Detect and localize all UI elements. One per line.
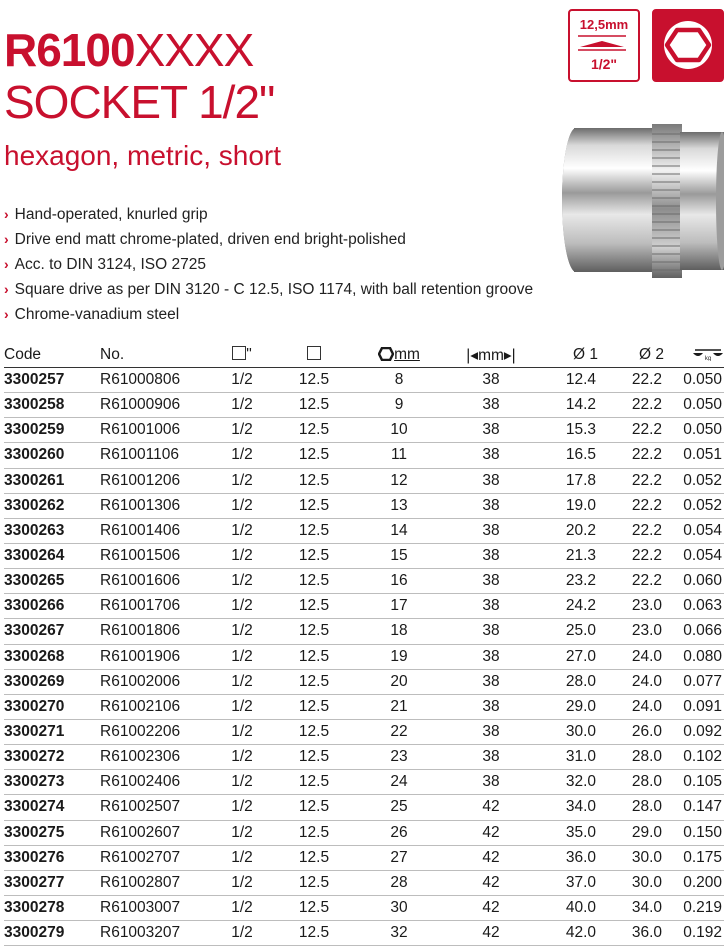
cell-drive-inch: 1/2 (208, 594, 276, 619)
cell-hex-size: 27 (352, 845, 446, 870)
product-code-title (4, 26, 253, 74)
cell-weight: 0.147 (664, 795, 724, 820)
hexagon-size-icon (378, 347, 394, 361)
cell-no: R61002106 (100, 694, 208, 719)
cell-no: R61001906 (100, 644, 208, 669)
cell-length: 38 (446, 393, 536, 418)
cell-diameter-2: 22.2 (598, 418, 664, 443)
chevron-right-icon: › (4, 256, 9, 272)
cell-drive-inch: 1/2 (208, 795, 276, 820)
hexagon-profile-badge (652, 9, 724, 82)
square-drive-icon (232, 346, 246, 360)
cell-diameter-2: 30.0 (598, 845, 664, 870)
cell-drive-mm: 12.5 (276, 719, 352, 744)
cell-no: R61002206 (100, 719, 208, 744)
cell-length: 38 (446, 493, 536, 518)
cell-code: 3300268 (4, 644, 100, 669)
cell-weight: 0.192 (664, 921, 724, 946)
cell-length: 38 (446, 594, 536, 619)
cell-drive-inch: 1/2 (208, 820, 276, 845)
cell-drive-mm: 12.5 (276, 820, 352, 845)
table-row (4, 795, 724, 820)
cell-hex-size: 8 (352, 368, 446, 393)
cell-diameter-2: 28.0 (598, 770, 664, 795)
cell-code: 3300269 (4, 669, 100, 694)
chevron-right-icon: › (4, 206, 9, 222)
cell-code: 3300272 (4, 745, 100, 770)
cell-weight: 0.102 (664, 745, 724, 770)
cell-drive-inch: 1/2 (208, 694, 276, 719)
cell-length: 38 (446, 694, 536, 719)
cell-no: R61001006 (100, 418, 208, 443)
cell-drive-mm: 12.5 (276, 870, 352, 895)
cell-drive-inch: 1/2 (208, 468, 276, 493)
cell-weight: 0.200 (664, 870, 724, 895)
cell-no: R61001506 (100, 543, 208, 568)
cell-no: R61002607 (100, 820, 208, 845)
cell-drive-mm: 12.5 (276, 368, 352, 393)
cell-drive-mm: 12.5 (276, 518, 352, 543)
cell-hex-size: 20 (352, 669, 446, 694)
cell-length: 38 (446, 745, 536, 770)
cell-drive-mm: 12.5 (276, 493, 352, 518)
cell-diameter-1: 36.0 (536, 845, 598, 870)
header-hex-size: mm (352, 343, 446, 368)
cell-no: R61002507 (100, 795, 208, 820)
cell-drive-mm: 12.5 (276, 443, 352, 468)
cell-no: R61001206 (100, 468, 208, 493)
header-no: No. (100, 343, 208, 368)
cell-code: 3300274 (4, 795, 100, 820)
cell-weight: 0.052 (664, 493, 724, 518)
cell-diameter-1: 32.0 (536, 770, 598, 795)
cell-drive-inch: 1/2 (208, 895, 276, 920)
cell-code: 3300261 (4, 468, 100, 493)
cell-diameter-2: 24.0 (598, 694, 664, 719)
cell-length: 38 (446, 644, 536, 669)
cell-hex-size: 14 (352, 518, 446, 543)
drive-size-badge (568, 9, 640, 82)
cell-drive-mm: 12.5 (276, 569, 352, 594)
chevron-right-icon: › (4, 231, 9, 247)
product-subtitle: SOCKET 1/2" (4, 76, 275, 128)
cell-weight: 0.063 (664, 594, 724, 619)
cell-drive-mm: 12.5 (276, 770, 352, 795)
cell-drive-inch: 1/2 (208, 870, 276, 895)
cell-diameter-1: 31.0 (536, 745, 598, 770)
table-row (4, 644, 724, 669)
cell-diameter-2: 34.0 (598, 895, 664, 920)
cell-code: 3300263 (4, 518, 100, 543)
cell-diameter-2: 23.0 (598, 619, 664, 644)
length-right-icon: ▸| (503, 346, 516, 364)
table-header-row (4, 343, 724, 368)
header-length: |◂mm▸| (446, 343, 536, 368)
cell-drive-inch: 1/2 (208, 543, 276, 568)
cell-code: 3300278 (4, 895, 100, 920)
cell-weight: 0.091 (664, 694, 724, 719)
cell-length: 38 (446, 719, 536, 744)
cell-hex-size: 19 (352, 644, 446, 669)
feature-item: › Acc. to DIN 3124, ISO 2725 (4, 256, 206, 273)
cell-no: R61001306 (100, 493, 208, 518)
cell-diameter-1: 17.8 (536, 468, 598, 493)
cell-drive-mm: 12.5 (276, 845, 352, 870)
cell-code: 3300266 (4, 594, 100, 619)
feature-item: › Drive end matt chrome-plated, driven end bright-polished (4, 231, 406, 248)
socket-product-image (556, 120, 724, 297)
cell-weight: 0.092 (664, 719, 724, 744)
cell-code: 3300260 (4, 443, 100, 468)
cell-no: R61001806 (100, 619, 208, 644)
cell-drive-inch: 1/2 (208, 644, 276, 669)
cell-code: 3300257 (4, 368, 100, 393)
cell-weight: 0.077 (664, 669, 724, 694)
table-row (4, 393, 724, 418)
chevron-right-icon: › (4, 306, 9, 322)
cell-no: R61002707 (100, 845, 208, 870)
cell-length: 38 (446, 770, 536, 795)
cell-diameter-1: 27.0 (536, 644, 598, 669)
cell-weight: 0.050 (664, 393, 724, 418)
cell-length: 38 (446, 418, 536, 443)
cell-diameter-2: 30.0 (598, 870, 664, 895)
table-row (4, 594, 724, 619)
cell-length: 42 (446, 845, 536, 870)
table-row (4, 694, 724, 719)
product-code-suffix: XXXX (134, 24, 254, 76)
cell-no: R61001406 (100, 518, 208, 543)
cell-diameter-1: 42.0 (536, 921, 598, 946)
header-diameter-1: Ø 1 (536, 343, 598, 368)
cell-length: 42 (446, 820, 536, 845)
table-row (4, 895, 724, 920)
table-row (4, 518, 724, 543)
cell-diameter-1: 21.3 (536, 543, 598, 568)
table-row (4, 669, 724, 694)
cell-no: R61001606 (100, 569, 208, 594)
feature-item: › Square drive as per DIN 3120 - C 12.5, ISO 1174, with ball retention groove (4, 281, 534, 298)
cell-drive-mm: 12.5 (276, 895, 352, 920)
table-row (4, 543, 724, 568)
cell-drive-mm: 12.5 (276, 795, 352, 820)
cell-hex-size: 23 (352, 745, 446, 770)
cell-drive-mm: 12.5 (276, 745, 352, 770)
cell-weight: 0.050 (664, 418, 724, 443)
cell-diameter-2: 22.2 (598, 393, 664, 418)
hexagon-icon (662, 19, 714, 71)
cell-drive-inch: 1/2 (208, 518, 276, 543)
table-row (4, 845, 724, 870)
table-row (4, 468, 724, 493)
cell-hex-size: 10 (352, 418, 446, 443)
cell-length: 38 (446, 443, 536, 468)
table-row (4, 493, 724, 518)
cell-code: 3300276 (4, 845, 100, 870)
cell-hex-size: 18 (352, 619, 446, 644)
header-drive-mm (276, 343, 352, 368)
cell-diameter-2: 36.0 (598, 921, 664, 946)
cell-weight: 0.051 (664, 443, 724, 468)
header-drive-inch: " (208, 343, 276, 368)
svg-text:kg: kg (704, 356, 712, 361)
cell-weight: 0.105 (664, 770, 724, 795)
cell-length: 42 (446, 895, 536, 920)
cell-length: 38 (446, 669, 536, 694)
cell-diameter-1: 34.0 (536, 795, 598, 820)
cell-diameter-1: 15.3 (536, 418, 598, 443)
cell-weight: 0.060 (664, 569, 724, 594)
cell-diameter-1: 19.0 (536, 493, 598, 518)
cell-diameter-1: 23.2 (536, 569, 598, 594)
drive-size-inch: 1/2" (590, 56, 618, 72)
cell-drive-inch: 1/2 (208, 719, 276, 744)
cell-drive-mm: 12.5 (276, 594, 352, 619)
cell-drive-inch: 1/2 (208, 569, 276, 594)
cell-diameter-1: 25.0 (536, 619, 598, 644)
cell-hex-size: 28 (352, 870, 446, 895)
cell-length: 38 (446, 368, 536, 393)
cell-code: 3300273 (4, 770, 100, 795)
table-row (4, 368, 724, 393)
cell-hex-size: 17 (352, 594, 446, 619)
cell-diameter-2: 26.0 (598, 719, 664, 744)
cell-drive-mm: 12.5 (276, 418, 352, 443)
cell-hex-size: 30 (352, 895, 446, 920)
cell-diameter-2: 22.2 (598, 543, 664, 568)
square-drive-icon (307, 346, 321, 360)
cell-drive-inch: 1/2 (208, 443, 276, 468)
cell-drive-mm: 12.5 (276, 468, 352, 493)
product-code-prefix: R6100 (4, 24, 135, 76)
cell-length: 38 (446, 569, 536, 594)
cell-weight: 0.054 (664, 543, 724, 568)
table-row (4, 820, 724, 845)
cell-code: 3300259 (4, 418, 100, 443)
cell-diameter-2: 29.0 (598, 820, 664, 845)
cell-drive-inch: 1/2 (208, 745, 276, 770)
cell-drive-inch: 1/2 (208, 845, 276, 870)
cell-hex-size: 24 (352, 770, 446, 795)
cell-hex-size: 25 (352, 795, 446, 820)
cell-length: 42 (446, 795, 536, 820)
length-left-icon: |◂ (466, 346, 479, 364)
cell-drive-inch: 1/2 (208, 921, 276, 946)
cell-no: R61002006 (100, 669, 208, 694)
cell-hex-size: 26 (352, 820, 446, 845)
cell-no: R61000906 (100, 393, 208, 418)
cell-code: 3300275 (4, 820, 100, 845)
cell-code: 3300270 (4, 694, 100, 719)
cell-diameter-1: 28.0 (536, 669, 598, 694)
cell-diameter-2: 28.0 (598, 795, 664, 820)
cell-code: 3300262 (4, 493, 100, 518)
cell-weight: 0.054 (664, 518, 724, 543)
cell-code: 3300277 (4, 870, 100, 895)
cell-hex-size: 32 (352, 921, 446, 946)
table-row (4, 443, 724, 468)
cell-no: R61003207 (100, 921, 208, 946)
cell-no: R61001106 (100, 443, 208, 468)
scale-weight-icon (692, 347, 724, 361)
cell-code: 3300258 (4, 393, 100, 418)
cell-diameter-2: 22.2 (598, 493, 664, 518)
table-row (4, 418, 724, 443)
cell-code: 3300264 (4, 543, 100, 568)
cell-weight: 0.066 (664, 619, 724, 644)
table-row (4, 745, 724, 770)
cell-code: 3300279 (4, 921, 100, 946)
cell-weight: 0.052 (664, 468, 724, 493)
cell-drive-mm: 12.5 (276, 393, 352, 418)
cell-length: 38 (446, 518, 536, 543)
cell-length: 42 (446, 870, 536, 895)
cell-diameter-2: 22.2 (598, 468, 664, 493)
header-code: Code (4, 343, 100, 368)
cell-diameter-1: 29.0 (536, 694, 598, 719)
cell-diameter-2: 22.2 (598, 443, 664, 468)
cell-code: 3300267 (4, 619, 100, 644)
cell-drive-inch: 1/2 (208, 770, 276, 795)
cell-diameter-2: 23.0 (598, 594, 664, 619)
cell-code: 3300265 (4, 569, 100, 594)
cell-weight: 0.050 (664, 368, 724, 393)
cell-length: 38 (446, 543, 536, 568)
header-diameter-2: Ø 2 (598, 343, 664, 368)
cell-diameter-1: 14.2 (536, 393, 598, 418)
feature-item: › Hand-operated, knurled grip (4, 206, 208, 223)
cell-drive-mm: 12.5 (276, 921, 352, 946)
product-description: hexagon, metric, short (4, 140, 282, 171)
cell-hex-size: 13 (352, 493, 446, 518)
cell-drive-inch: 1/2 (208, 619, 276, 644)
cell-drive-mm: 12.5 (276, 619, 352, 644)
cell-no: R61002306 (100, 745, 208, 770)
cell-hex-size: 15 (352, 543, 446, 568)
cell-drive-mm: 12.5 (276, 543, 352, 568)
cell-diameter-2: 22.2 (598, 368, 664, 393)
cell-diameter-1: 16.5 (536, 443, 598, 468)
cell-hex-size: 11 (352, 443, 446, 468)
cell-weight: 0.080 (664, 644, 724, 669)
table-row (4, 619, 724, 644)
cell-diameter-1: 12.4 (536, 368, 598, 393)
cell-diameter-1: 37.0 (536, 870, 598, 895)
header-weight (664, 343, 724, 368)
cell-drive-mm: 12.5 (276, 669, 352, 694)
drive-size-mm: 12,5mm (579, 17, 629, 32)
drive-square-icon (574, 32, 630, 52)
cell-diameter-1: 24.2 (536, 594, 598, 619)
cell-drive-inch: 1/2 (208, 669, 276, 694)
cell-drive-mm: 12.5 (276, 644, 352, 669)
cell-drive-inch: 1/2 (208, 368, 276, 393)
cell-diameter-2: 24.0 (598, 644, 664, 669)
cell-diameter-2: 28.0 (598, 745, 664, 770)
cell-hex-size: 21 (352, 694, 446, 719)
cell-length: 42 (446, 921, 536, 946)
cell-diameter-2: 22.2 (598, 518, 664, 543)
cell-drive-inch: 1/2 (208, 418, 276, 443)
cell-diameter-2: 22.2 (598, 569, 664, 594)
cell-code: 3300271 (4, 719, 100, 744)
cell-diameter-2: 24.0 (598, 669, 664, 694)
cell-diameter-1: 30.0 (536, 719, 598, 744)
cell-length: 38 (446, 619, 536, 644)
cell-no: R61003007 (100, 895, 208, 920)
chevron-right-icon: › (4, 281, 9, 297)
cell-diameter-1: 40.0 (536, 895, 598, 920)
feature-list (4, 202, 533, 327)
cell-drive-inch: 1/2 (208, 393, 276, 418)
cell-no: R61001706 (100, 594, 208, 619)
cell-diameter-1: 35.0 (536, 820, 598, 845)
table-row (4, 770, 724, 795)
table-row (4, 870, 724, 895)
cell-diameter-1: 20.2 (536, 518, 598, 543)
specification-table (4, 343, 724, 946)
cell-no: R61002406 (100, 770, 208, 795)
cell-no: R61000806 (100, 368, 208, 393)
cell-hex-size: 9 (352, 393, 446, 418)
cell-length: 38 (446, 468, 536, 493)
cell-hex-size: 12 (352, 468, 446, 493)
cell-weight: 0.175 (664, 845, 724, 870)
cell-weight: 0.150 (664, 820, 724, 845)
cell-weight: 0.219 (664, 895, 724, 920)
cell-hex-size: 16 (352, 569, 446, 594)
cell-no: R61002807 (100, 870, 208, 895)
cell-hex-size: 22 (352, 719, 446, 744)
cell-drive-inch: 1/2 (208, 493, 276, 518)
feature-item: › Chrome-vanadium steel (4, 306, 180, 323)
table-row (4, 569, 724, 594)
table-row (4, 719, 724, 744)
cell-drive-mm: 12.5 (276, 694, 352, 719)
